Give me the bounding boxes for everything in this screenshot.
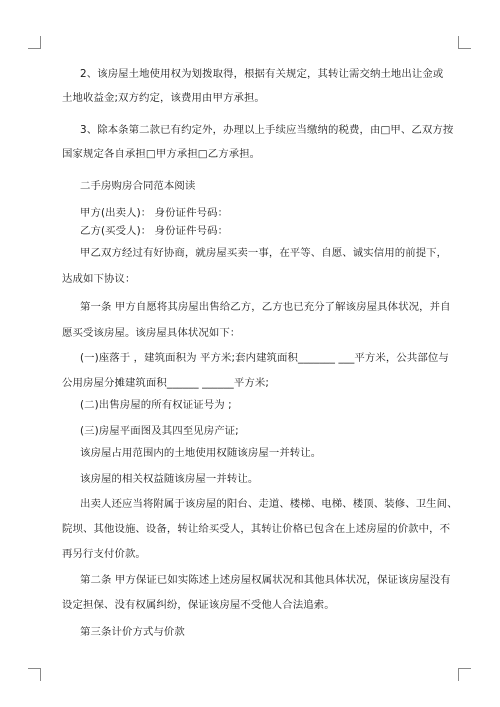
crop-mark-top-right: [458, 36, 471, 49]
buyer-line: 乙方(买受人)： 身份证件号码：: [80, 225, 229, 237]
article-1-line: 愿买受该房屋。该房屋具体状况如下：: [62, 327, 241, 339]
paragraph-line: 2、该房屋土地使用权为划拨取得，根据有关规定，其转让需交纳土地出让金或: [80, 68, 444, 80]
paragraph-line: 该房屋的相关权益随该房屋一并转让。: [80, 473, 259, 485]
crop-mark-bottom-left: [28, 668, 41, 681]
property-item-1-cont: 公用房屋分摊建筑面积______ ______平方米;: [62, 377, 269, 389]
crop-mark-top-left: [28, 36, 41, 49]
paragraph-line: 院坝、其他设施、设备，转让给买受人，其转让价格已包含在上述房屋的价款中，不: [62, 523, 451, 535]
property-item-3: (三)房屋平面图及其四至见房产证;: [80, 425, 239, 437]
property-item-2: (二)出售房屋的所有权证证号为 ;: [80, 399, 232, 411]
paragraph-line: 甲乙双方经过有好协商，就房屋买卖一事，在平等、自愿、诚实信用的前提下，: [80, 247, 448, 259]
paragraph-line: 土地收益金;双方约定，该费用由甲方承担。: [62, 92, 265, 104]
section-title: 二手房购房合同范本阅读: [80, 180, 196, 192]
article-1-line: 第一条 甲方自愿将其房屋出售给乙方，乙方也已充分了解该房屋具体状况，并自: [80, 301, 451, 313]
paragraph-line: 出卖人还应当将附属于该房屋的阳台、走道、楼梯、电梯、楼顶、装修、卫生间、: [80, 498, 458, 510]
article-2-line: 设定担保、没有权属纠纷，保证该房屋不受他人合法追索。: [62, 599, 335, 611]
article-3-title: 第三条计价方式与价款: [80, 626, 185, 638]
property-item-1: (一)座落于 ，建筑面积为 平方米;套内建筑面积_______ ___平方米，公共部位与: [80, 352, 449, 364]
crop-mark-bottom-right: [458, 668, 471, 681]
paragraph-line: 该房屋占用范围内的土地使用权随该房屋一并转让。: [80, 447, 322, 459]
paragraph-line: 3、除本条第二款已有约定外，办理以上手续应当缴纳的税费，由□甲、乙双方按: [80, 124, 454, 136]
paragraph-line: 再另行支付价款。: [62, 548, 146, 560]
seller-line: 甲方(出卖人)： 身份证件号码：: [80, 207, 229, 219]
paragraph-line: 国家规定各自承担□甲方承担□乙方承担。: [62, 148, 261, 160]
article-2-line: 第二条 甲方保证已如实陈述上述房屋权属状况和其他具体状况，保证该房屋没有: [80, 574, 451, 586]
paragraph-line: 达成如下协议：: [62, 273, 136, 285]
